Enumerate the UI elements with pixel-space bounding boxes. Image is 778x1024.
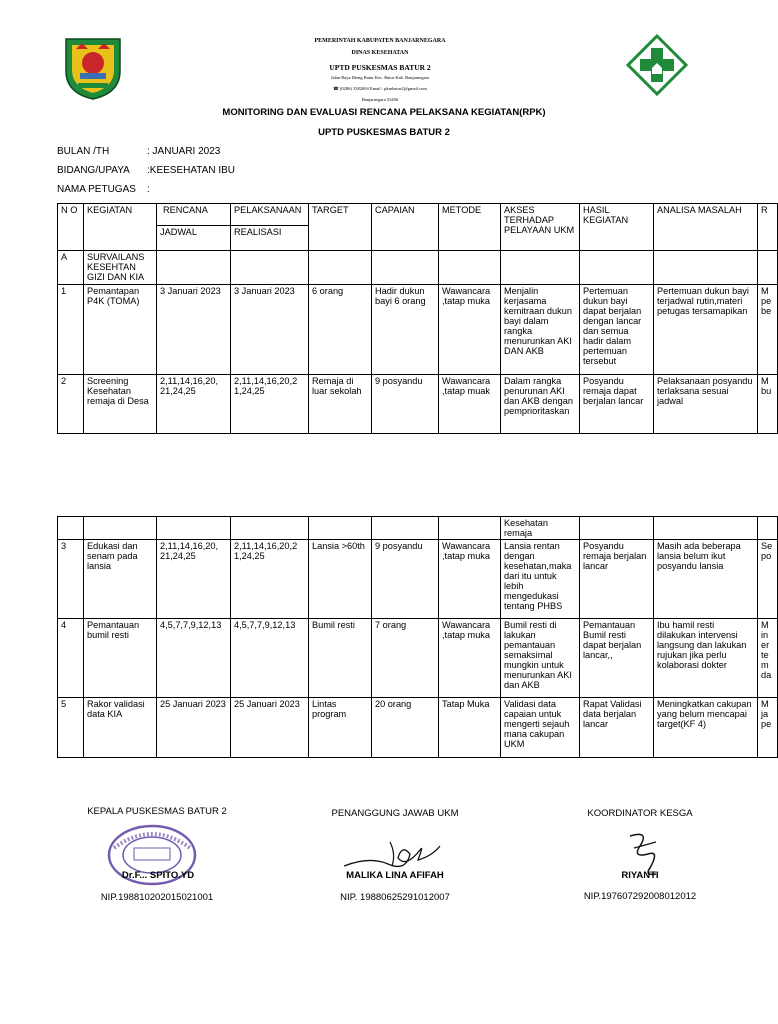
signature-role-kesga: KOORDINATOR KESGA xyxy=(587,808,693,819)
cell-jadwal: 2,11,14,16,20, 21,24,25 xyxy=(157,375,231,434)
header-kegiatan: KEGIATAN xyxy=(84,204,157,251)
cell-jadwal xyxy=(157,251,231,285)
header-rencana: RENCANA xyxy=(157,204,231,226)
cell-analisa xyxy=(654,251,758,285)
document-title: MONITORING DAN EVALUASI RENCANA PELAKSANA KEGIATAN(RPK) xyxy=(222,107,546,118)
cell-capaian xyxy=(372,251,439,285)
header-last: R xyxy=(758,204,778,251)
cell-analisa xyxy=(654,517,758,540)
header-capaian: CAPAIAN xyxy=(372,204,439,251)
cell-analisa: Pertemuan dukun bayi terjadwal rutin,materi petugas tersamapikan xyxy=(654,285,758,375)
cell-capaian: Hadir dukun bayi 6 orang xyxy=(372,285,439,375)
cell-target: Bumil resti xyxy=(309,619,372,698)
cell-realisasi: 4,5,7,7,9,12,13 xyxy=(231,619,309,698)
cell-kegiatan xyxy=(84,517,157,540)
puskesmas-logo xyxy=(626,34,688,96)
signature-name-ukm: MALIKA LINA AFIFAH xyxy=(346,870,444,881)
cell-kegiatan: Pemantapan P4K (TOMA) xyxy=(84,285,157,375)
header-pelaksanaan: PELAKSANAAN xyxy=(231,204,309,226)
cell-realisasi: 2,11,14,16,20,2 1,24,25 xyxy=(231,375,309,434)
header-jadwal: JADWAL xyxy=(157,226,231,251)
cell-jadwal: 3 Januari 2023 xyxy=(157,285,231,375)
cell-akses: Dalam rangka penurunan AKI dan AKB dengan pemprioritaskan xyxy=(501,375,580,434)
cell-target xyxy=(309,517,372,540)
cell-target: Remaja di luar sekolah xyxy=(309,375,372,434)
cell-last: Se po xyxy=(758,540,778,619)
cell-target: 6 orang xyxy=(309,285,372,375)
cell-jadwal xyxy=(157,517,231,540)
header-line-2: DINAS KESEHATAN xyxy=(351,50,409,56)
signature-role-kepala: KEPALA PUSKESMAS BATUR 2 xyxy=(87,806,227,817)
cell-analisa: Masih ada beberapa lansia belum ikut posyandu lansia xyxy=(654,540,758,619)
header-hasil: HASIL KEGIATAN xyxy=(580,204,654,251)
table-row xyxy=(58,285,778,375)
cell-last xyxy=(758,251,778,285)
header-line-4: Jalan Raya Dieng Batur Kec. Batur Kab. Banjarnegara xyxy=(330,75,430,80)
cell-hasil xyxy=(580,517,654,540)
cell-target: Lansia >60th xyxy=(309,540,372,619)
cell-metode xyxy=(439,517,501,540)
cell-metode xyxy=(439,251,501,285)
cell-last xyxy=(758,517,778,540)
signature-name-kesga: RIYANTI xyxy=(621,870,659,881)
header-metode: METODE xyxy=(439,204,501,251)
cell-akses: Kesehatan remaja xyxy=(501,517,580,540)
table-row xyxy=(58,517,778,540)
cell-last: M bu xyxy=(758,375,778,434)
cell-akses: Lansia rentan dengan kesehatan,maka dari itu untuk lebih mengedukasi tentang PHBS xyxy=(501,540,580,619)
meta-value-petugas: : xyxy=(147,184,150,195)
header-line-1: PEMERINTAH KABUPATEN BANJARNEGARA xyxy=(314,38,446,44)
cell-target: Lintas program xyxy=(309,698,372,758)
cell-realisasi: 3 Januari 2023 xyxy=(231,285,309,375)
cell-no: 1 xyxy=(58,285,84,375)
cell-no xyxy=(58,517,84,540)
cell-jadwal: 25 Januari 2023 xyxy=(157,698,231,758)
cell-realisasi xyxy=(231,251,309,285)
cell-target xyxy=(309,251,372,285)
header-no: N O xyxy=(58,204,84,251)
cell-akses: Menjalin kerjasama kemitraan dukun bayi dalam rangka menurunkan AKI DAN AKB xyxy=(501,285,580,375)
cell-akses: Validasi data capaian untuk mengerti sejauh mana cakupan UKM xyxy=(501,698,580,758)
cell-no: 5 xyxy=(58,698,84,758)
cell-hasil: Posyandu remaja dapat berjalan lancar xyxy=(580,375,654,434)
meta-label-bidang: BIDANG/UPAYA xyxy=(57,165,130,176)
table-row xyxy=(58,619,778,698)
cell-analisa: Pelaksanaan posyandu terlaksana sesuai jadwal xyxy=(654,375,758,434)
meta-label-petugas: NAMA PETUGAS xyxy=(57,184,136,195)
cell-no: A xyxy=(58,251,84,285)
cell-metode: Wawancara ,tatap muka xyxy=(439,540,501,619)
cell-kegiatan: Pemantauan bumil resti xyxy=(84,619,157,698)
cell-no: 4 xyxy=(58,619,84,698)
cell-hasil: Pertemuan dukun bayi dapat berjalan dengan lancar dan semua hadir dalam pertemuan tersebut xyxy=(580,285,654,375)
cell-realisasi: 25 Januari 2023 xyxy=(231,698,309,758)
signature-name-kepala: Dr.F... SPITO.YD xyxy=(121,870,195,881)
cell-analisa: Meningkatkan cakupan yang belum mencapai target(KF 4) xyxy=(654,698,758,758)
header-realisasi: REALISASI xyxy=(231,226,309,251)
cell-capaian: 7 orang xyxy=(372,619,439,698)
cell-kegiatan: Edukasi dan senam pada lansia xyxy=(84,540,157,619)
cell-capaian: 20 orang xyxy=(372,698,439,758)
cell-last: M ja pe xyxy=(758,698,778,758)
cell-hasil xyxy=(580,251,654,285)
signature-scribble-ukm xyxy=(340,836,450,872)
cell-capaian xyxy=(372,517,439,540)
table-row xyxy=(58,375,778,434)
cell-no: 3 xyxy=(58,540,84,619)
table-row xyxy=(58,251,778,285)
signature-nip-ukm: NIP. 19880625291012007 xyxy=(340,892,450,903)
cell-kegiatan: SURVAILANS KESEHTAN GIZI DAN KIA xyxy=(84,251,157,285)
cell-metode: Tatap Muka xyxy=(439,698,501,758)
cell-akses xyxy=(501,251,580,285)
header-line-3: UPTD PUSKESMAS BATUR 2 xyxy=(329,63,431,72)
cell-metode: Wawancara ,tatap muak xyxy=(439,375,501,434)
meta-label-bulan: BULAN /TH xyxy=(57,146,110,157)
signature-role-ukm: PENANGGUNG JAWAB UKM xyxy=(331,808,459,819)
header-target: TARGET xyxy=(309,204,372,251)
cell-kegiatan: Screening Kesehatan remaja di Desa xyxy=(84,375,157,434)
cell-hasil: Rapat Validasi data berjalan lancar xyxy=(580,698,654,758)
cell-no: 2 xyxy=(58,375,84,434)
cell-hasil: Pemantauan Bumil resti dapat berjalan lancar,, xyxy=(580,619,654,698)
signature-nip-kepala: NIP.198810202015021001 xyxy=(100,892,214,903)
cell-hasil: Posyandu remaja berjalan lancar xyxy=(580,540,654,619)
cell-jadwal: 4,5,7,7,9,12,13 xyxy=(157,619,231,698)
cell-capaian: 9 posyandu xyxy=(372,540,439,619)
header-line-6: Banjarnegara 53456 xyxy=(361,97,399,102)
rpk-table-page-1 xyxy=(57,203,778,434)
banjarnegara-logo xyxy=(62,33,124,101)
header-analisa: ANALISA MASALAH xyxy=(654,204,758,251)
header-line-5: ☎ (0286) 3382694 Email : pkmbatur2@gmail.com xyxy=(333,86,427,91)
cell-realisasi: 2,11,14,16,20,2 1,24,25 xyxy=(231,540,309,619)
cell-last: M pe be xyxy=(758,285,778,375)
table-row xyxy=(58,540,778,619)
meta-value-bulan: : JANUARI 2023 xyxy=(147,146,221,157)
document-subtitle: UPTD PUSKESMAS BATUR 2 xyxy=(318,127,450,138)
cell-realisasi xyxy=(231,517,309,540)
cell-jadwal: 2,11,14,16,20, 21,24,25 xyxy=(157,540,231,619)
cell-akses: Bumil resti di lakukan pemantauan semaksimal mungkin untuk menurunkan AKI dan AKB xyxy=(501,619,580,698)
cell-analisa: Ibu hamil resti dilakukan intervensi langsung dan lakukan rujukan jika perlu kolaborasi dokter xyxy=(654,619,758,698)
signature-nip-kesga: NIP.197607292008012012 xyxy=(583,891,697,902)
table-row xyxy=(58,698,778,758)
cell-metode: Wawancara ,tatap muka xyxy=(439,619,501,698)
cell-last: M in er te m da xyxy=(758,619,778,698)
cell-kegiatan: Rakor validasi data KIA xyxy=(84,698,157,758)
cell-capaian: 9 posyandu xyxy=(372,375,439,434)
header-akses: AKSES TERHADAP PELAYAAN UKM xyxy=(501,204,580,251)
rpk-table-page-2 xyxy=(57,516,778,758)
cell-metode: Wawancara ,tatap muka xyxy=(439,285,501,375)
meta-value-bidang: :KEESEHATAN IBU xyxy=(147,165,235,176)
